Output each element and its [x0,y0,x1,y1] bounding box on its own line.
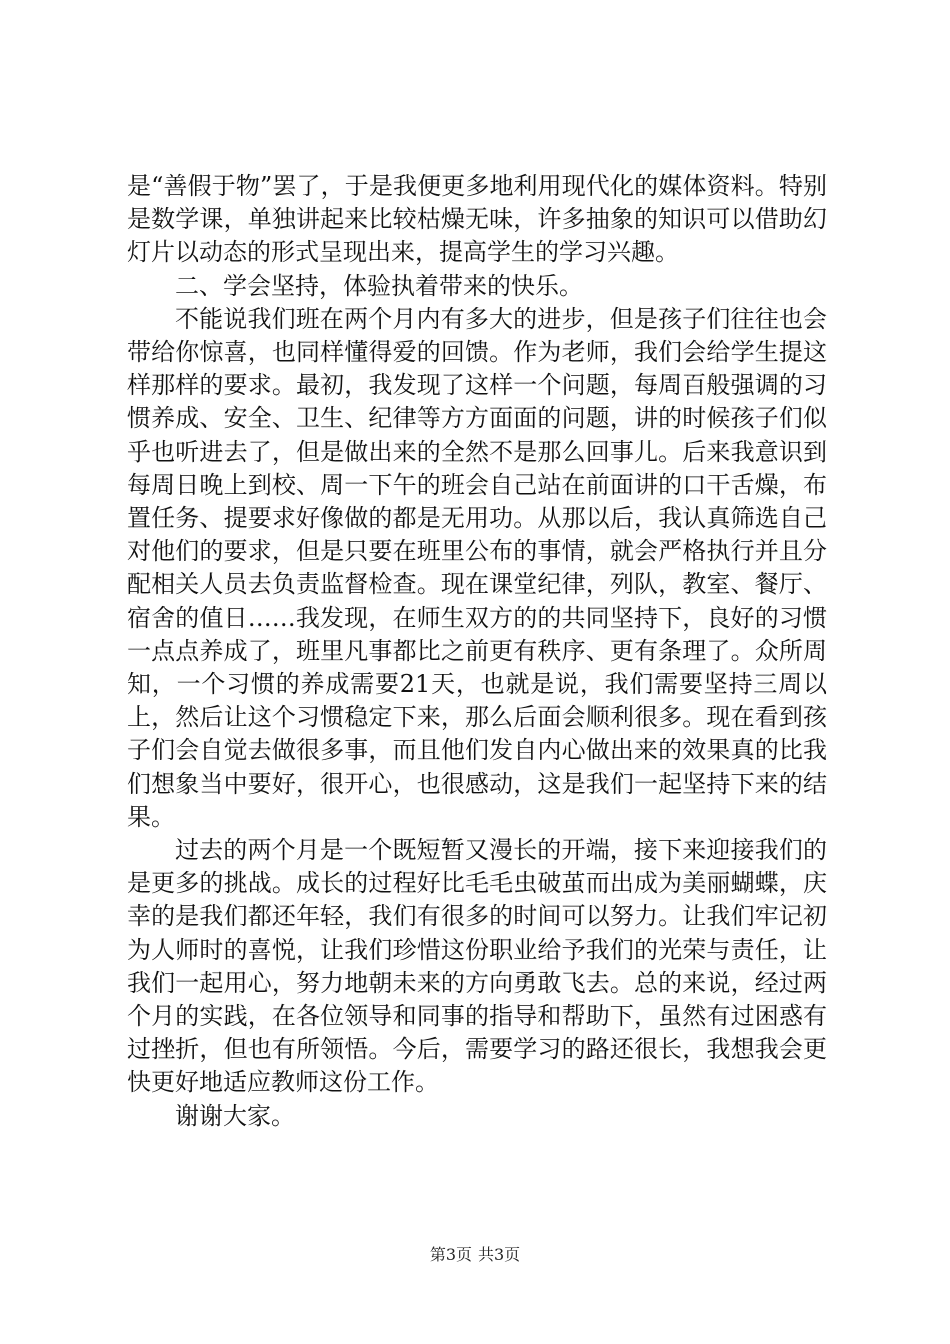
page-footer [0,1244,950,1266]
paragraph-conclusion: 过去的两个月是一个既短暂又漫长的开端，接下来迎接我们的是更多的挑战。成长的过程好比毛毛虫破茧而出成为美丽蝴蝶，庆幸的是我们都还年轻，我们有很多的时间可以努力。让我们牢记初为人师时的喜悦，让我们珍惜这份职业给予我们的光荣与责任，让我们一起用心，努力地朝未来的方向勇敢飞去。总的来说，经过两个月的实践，在各位领导和同事的指导和帮助下，虽然有过困惑有过挫折，但也有所领悟。今后，需要学习的路还很长，我想我会更快更好地适应教师这份工作。 [127,836,827,1097]
document-body [127,170,827,1133]
paragraph-continuation: 是“善假于物”罢了，于是我便更多地利用现代化的媒体资料。特别是数学课，单独讲起来比较枯燥无味，许多抽象的知识可以借助幻灯片以动态的形式呈现出来，提高学生的学习兴趣。 [127,172,827,267]
page-number: 第3页 [429,1245,472,1264]
page-total: 共3页 [478,1245,521,1264]
section-heading: 二、学会坚持，体验执着带来的快乐。 [175,271,583,300]
closing-thanks: 谢谢大家。 [175,1101,295,1130]
paragraph-persistence: 不能说我们班在两个月内有多大的进步，但是孩子们往往也会带给你惊喜，也同样懂得爱的回馈。作为老师，我们会给学生提这样那样的要求。最初，我发现了这样一个问题，每周百般强调的习惯养成、安全、卫生、纪律等方方面面的问题，讲的时候孩子们似乎也听进去了，但是做出来的全然不是那么回事儿。后来我意识到每周日晚上到校、周一下午的班会自己站在前面讲的口干舌燥，布置任务、提要求好像做的都是无用功。从那以后，我认真筛选自己对他们的要求，但是只要在班里公布的事情，就会严格执行并且分配相关人员去负责监督检查。现在课堂纪律，列队，教室、餐厅、宿舍的值日……我发现，在师生双方的的共同坚持下，良好的习惯一点点养成了，班里凡事都比之前更有秩序、更有条理了。众所周知，一个习惯的养成需要21天，也就是说，我们需要坚持三周以上，然后让这个习惯稳定下来，那么后面会顺利很多。现在看到孩子们会自觉去做很多事，而且他们发自内心做出来的效果真的比我们想象当中要好，很开心，也很感动，这是我们一起坚持下来的结果。 [127,304,827,831]
